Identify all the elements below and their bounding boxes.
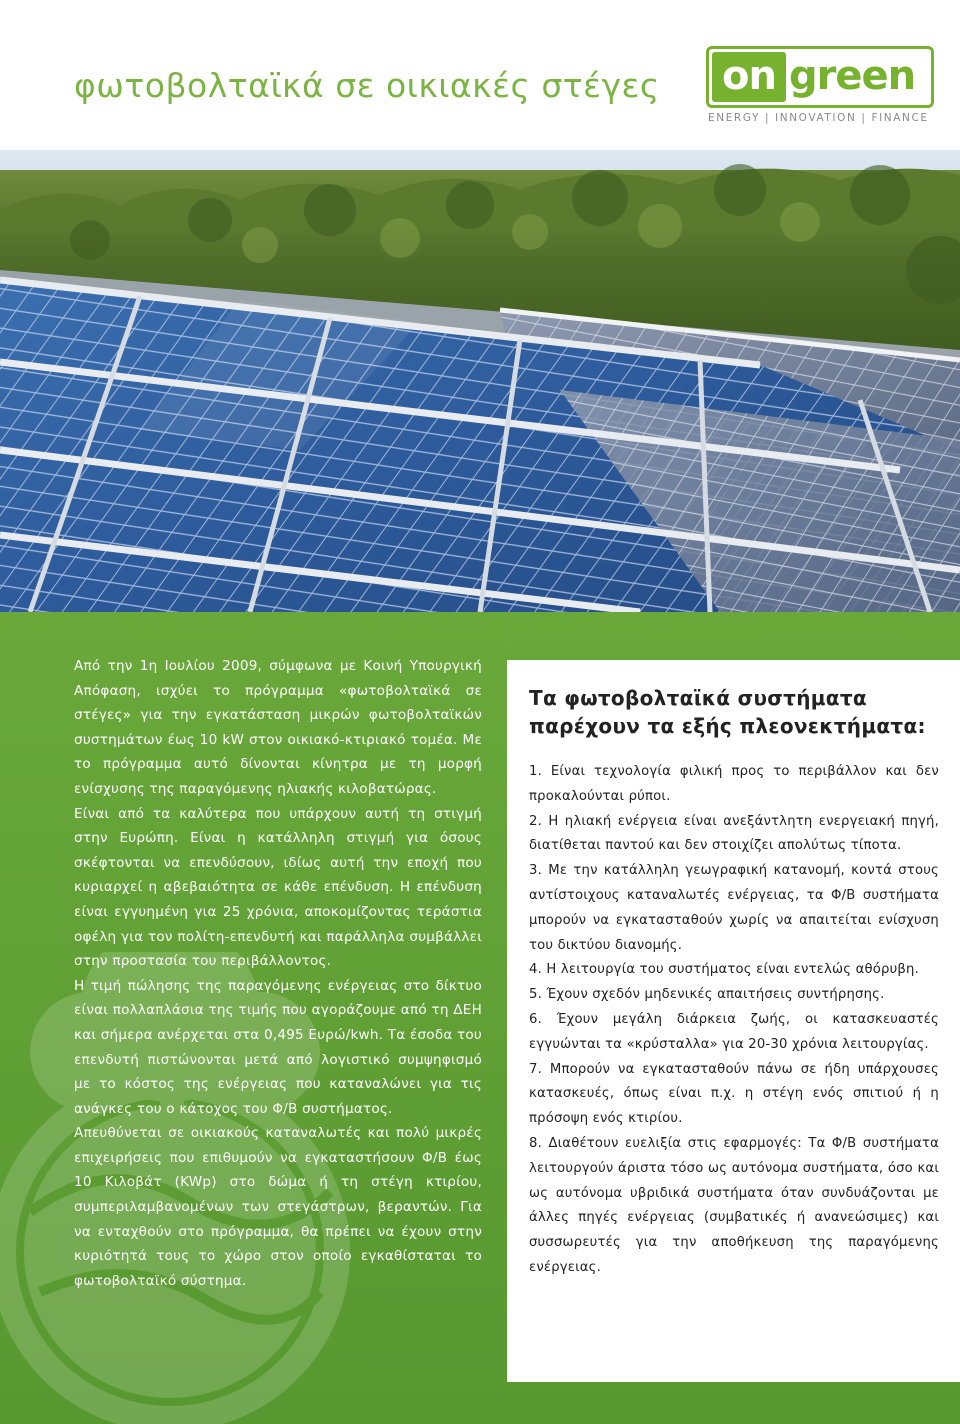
benefits-list bbox=[529, 760, 939, 1281]
benefits-title: Τα φωτοβολταϊκά συστήματα παρέχουν τα εξής πλεονεκτήματα: bbox=[529, 686, 926, 738]
ongreen-logo bbox=[706, 46, 936, 130]
benefit-item-7: 7. Μπορούν να εγκατασταθούν πάνω σε ήδη υπάρχουσες κατασκευές, όπως είναι π.χ. η στέγη ενός σπιτιού ή η πρόσοψη ενός κτιρίου. bbox=[529, 1061, 939, 1127]
benefit-item-5: 5. Έχουν σχεδόν μηδενικές απαιτήσεις συντήρησης. bbox=[529, 987, 885, 1003]
intro-paragraph-1: Από την 1η Ιουλίου 2009, σύμφωνα με Κοινή Υπουργική Απόφαση, ισχύει το πρόγραμμα «φωτοβολταϊκά σε στέγες» για την εγκατάσταση μικρών φωτοβολταϊκών συστημάτων έως 10 kW στον οικιακό-κτιριακό τομέα. Με το πρόγραμμα αυτό δίνονται κίνητρα με τη μορφή ενίσχυσης της παραγόμενης ηλιακής κιλοβατώρας. bbox=[74, 658, 482, 797]
logo-frame bbox=[706, 46, 934, 108]
solar-panels-photo bbox=[0, 150, 960, 612]
solar-panels-illustration bbox=[0, 150, 960, 612]
intro-paragraph-3: Η τιμή πώλησης της παραγόμενης ενέργειας στο δίκτυο είναι πολλαπλάσια της τιμής που αγοράζουμε από τη ΔΕΗ και σήμερα ανέρχεται στα 0,495 Ευρώ/kwh. Τα έσοδα του επενδυτή πιστώνονται μετά από λογιστικό συμψηφισμό με το κόστος της ενέργειας που καταναλώνει για τις ανάγκες του ο κάτοχος του Φ/Β συστήματος. bbox=[74, 977, 482, 1117]
intro-text-column bbox=[74, 654, 482, 1293]
benefit-item-2: 2. Η ηλιακή ενέργεια είναι ανεξάντλητη ενεργειακή πηγή, διατίθεται παντού και δεν στοιχίζει απολύτως τίποτα. bbox=[529, 813, 939, 854]
benefit-item-3: 3. Με την κατάλληλη γεωγραφική κατανομή, κοντά στους αντίστοιχους καταναλωτές ενέργειας, τα Φ/Β συστήματα μπορούν να εγκατασταθούν χωρίς να απαιτείται ενίσχυση του δικτύου διανομής. bbox=[529, 863, 939, 953]
page-title: φωτοβολταϊκά σε οικιακές στέγες bbox=[74, 66, 660, 105]
logo-on-text: on bbox=[712, 52, 786, 102]
benefit-item-8: 8. Διαθέτουν ευελιξία στις εφαρμογές: Τα Φ/Β συστήματα λειτουργούν άριστα τόσο ως αυτόνομα συστήματα, όσο και ως αυτόνομα υβριδικά συστήματα όταν συνδυάζονται με άλλες πηγές ενέργειας (συμβατικές ή ανανεώσιμες) και συσσωρευτές για την αποθήκευση της παραγόμενης ενέργειας. bbox=[529, 1135, 939, 1275]
benefit-item-4: 4. Η λειτουργία του συστήματος είναι εντελώς αθόρυβη. bbox=[529, 962, 919, 978]
logo-tagline: ENERGY | INNOVATION | FINANCE bbox=[708, 112, 929, 124]
intro-paragraph-4: Απευθύνεται σε οικιακούς καταναλωτές και πολύ μικρές επιχειρήσεις που επιθυμούν να εγκαταστήσουν Φ/Β έως 10 Κιλοβάτ (KWp) στο δώμα ή τη στέγη κτιρίου, συμπεριλαμβανομένων των στεγάστρων, βεραντών. Για να ενταχθούν στο πρόγραμμα, θα πρέπει να έχουν στην κυριότητά τους το χώρο στον οποίο εγκαθίσταται το φωτοβολταϊκό σύστημα. bbox=[74, 1125, 482, 1289]
benefits-box bbox=[507, 660, 960, 1382]
logo-green-text: green bbox=[789, 53, 916, 99]
intro-paragraph-2: Είναι από τα καλύτερα που υπάρχουν αυτή τη στιγμή στην Ευρώπη. Είναι η κατάλληλη στιγμή για όσους σκέφτονται να επενδύσουν, ιδίως αυτή την εποχή που κυριαρχεί η αβεβαιότητα σε κάθε επένδυση. Η επένδυση είναι εγγυημένη για 25 χρόνια, αποκομίζοντας τεράστια οφέλη για τον πολίτη-επενδυτή και παράλληλα συμβάλλει στην προστασία του περιβάλλοντος. bbox=[74, 805, 482, 970]
benefit-item-1: 1. Είναι τεχνολογία φιλική προς το περιβάλλον και δεν προκαλούνται ρύποι. bbox=[529, 764, 939, 804]
header bbox=[0, 0, 960, 150]
benefit-item-6: 6. Έχουν μεγάλη διάρκεια ζωής, οι κατασκευαστές εγγυώνται τα «κρύσταλλα» για 20-30 χρόνια λειτουργίας. bbox=[529, 1011, 939, 1052]
